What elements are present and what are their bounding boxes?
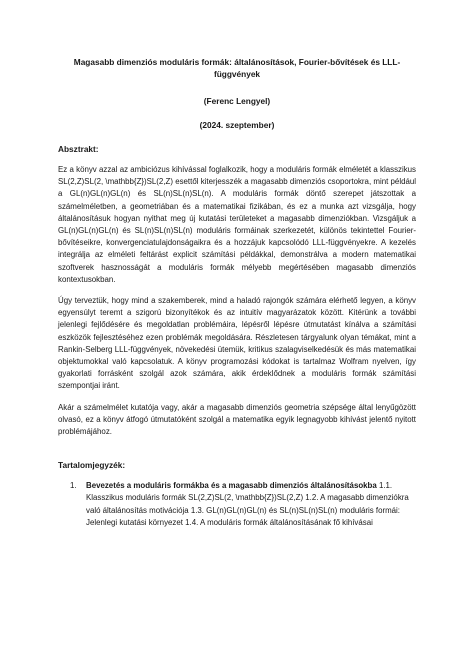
abstract-paragraph-1: Ez a könyv azzal az ambiciózus kihívással foglalkozik, hogy a moduláris formák elméletét a klasszikus SL(2,Z)SL(2, \mathbb{Z})SL(2,Z) esettől kiterjesszék a magasabb dimenziós csoportokra, mint például a GL(n)GL(n)GL(n) és SL(n)SL(n)SL(n). A moduláris formák döntő szerepet játszottak a számelméletben, a geometriában és a matematikai fizikában, és ez a munka azt vizsgálja, hogy általánosításuk hogyan nyithat meg új kutatási területeket a magasabb dimenziókban. Vizsgáljuk a GL(n)GL(n)GL(n) és SL(n)SL(n)SL(n) moduláris formáinak szerkezetét, különös tekintettel Fourier-bővítéseikre, konvergenciatulajdonságaikra és a hozzájuk kapcsolódó LLL-függvényekre. A kezelés integrálja az elméleti feltárást explicit számítási példákkal, demonstrálva a modern matematikai szoftverek hasznosságát a moduláris formák mélyebb megértésében magasabb dimenziós kontextusokban. bbox=[58, 165, 416, 284]
author-line: (Ferenc Lengyel) bbox=[203, 96, 271, 106]
toc-entry-number: 1. bbox=[70, 481, 77, 491]
abstract-paragraph-2: Úgy terveztük, hogy mind a szakemberek, mind a haladó rajongók számára elérhető legyen, a könyv egyensúlyt teremt a szigorú bizonyítékok és az intuitív magyarázatok között. Kitérünk a további jelenlegi fejlődésére és megoldatlan problémáira, lépésről lépésre útmutatást kínálva a számítási eszközök fejlesztéséhez ezen problémák megoldására. Részletesen tárgyalunk olyan témákat, mint a Rankin-Selberg LLL-függvények, növekedési ütemük, kritikus szalagviselkedésük és más matematikai objektumokkal való kapcsolatuk. A könyv programozási kódokat is tartalmaz Wolfram nyelven, így gyakorlati forrásként szolgál azok számára, akik érdeklődnek a moduláris formák számítási szempontjai iránt. bbox=[58, 296, 416, 391]
toc-entry-text bbox=[86, 480, 416, 529]
toc-entry-subsections: 1.1. Klasszikus moduláris formák SL(2,Z)SL(2, \mathbb{Z})SL(2,Z) 1.2. A magasabb dimenziókra való általánosítás motivációja 1.3. GL(n)GL(n)GL(n) és SL(n)SL(n)SL(n) moduláris formái: Jelenlegi kutatási környezet 1.4. A moduláris formák általánosításának fő kihívásai bbox=[86, 481, 409, 527]
abstract-paragraph-3: Akár a számelmélet kutatója vagy, akár a magasabb dimenziós geometria szépsége által lenyűgözött olvasó, ez a könyv átfogó útmutatóként szolgál a matematika egyik legnagyobb kihívást jelentő nyitott problémájához. bbox=[58, 402, 416, 437]
toc-heading: Tartalomjegyzék: bbox=[58, 460, 126, 471]
table-of-contents bbox=[58, 480, 416, 529]
toc-entry-title: Bevezetés a moduláris formákba és a magasabb dimenziós általánosításokba bbox=[86, 481, 377, 491]
document-title: Magasabb dimenziós moduláris formák: általánosítások, Fourier-bővítések és LLL-függvények bbox=[73, 57, 401, 79]
abstract-heading: Absztrakt: bbox=[58, 144, 99, 154]
date-line: (2024. szeptember) bbox=[199, 120, 275, 130]
toc-entry bbox=[58, 480, 416, 529]
